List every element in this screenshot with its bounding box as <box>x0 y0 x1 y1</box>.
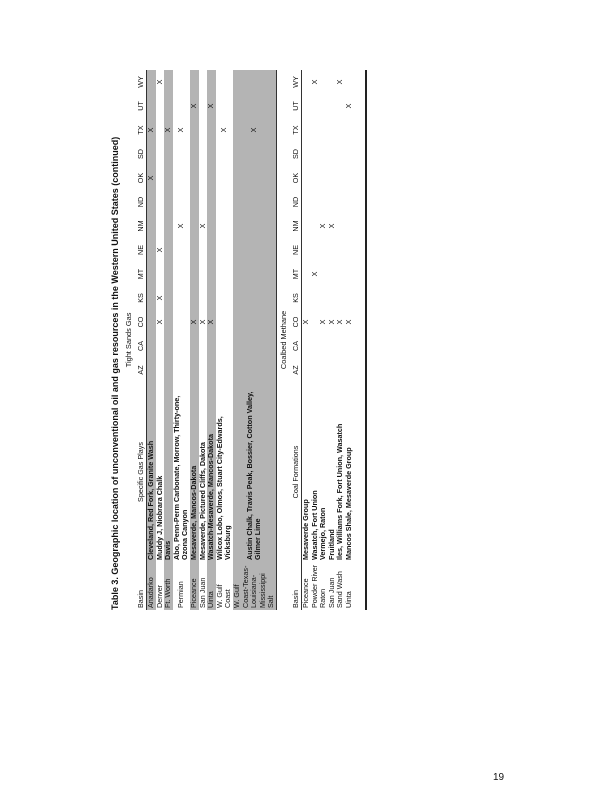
state-mark-cell <box>345 142 354 166</box>
state-mark-cell <box>207 238 216 262</box>
section-title: Tight Sands Gas <box>123 312 133 368</box>
page-number: 19 <box>493 772 505 783</box>
state-mark-cell <box>199 358 208 382</box>
state-mark-cell: X <box>318 319 328 325</box>
state-mark-cell <box>199 334 208 358</box>
state-mark-cell <box>233 358 276 382</box>
state-mark-cell <box>199 70 208 94</box>
state-header-co: CO <box>136 310 147 334</box>
plays-cell: Mancos Shale, Mesaverde Group <box>343 447 353 560</box>
state-header-mt: MT <box>136 262 147 286</box>
state-mark-cell <box>199 286 208 310</box>
state-mark-cell <box>345 334 354 358</box>
state-mark-cell <box>207 214 216 238</box>
state-header-wy: WY <box>136 70 147 94</box>
state-mark-cell: X <box>197 223 207 229</box>
resources-table <box>122 70 353 610</box>
state-mark-cell <box>207 166 216 190</box>
state-header-az: AZ <box>291 358 302 382</box>
state-mark-cell <box>311 94 320 118</box>
state-mark-cell <box>233 214 276 238</box>
state-mark-cell <box>233 190 276 214</box>
state-header-ut: UT <box>291 94 302 118</box>
bottom-rule <box>365 70 367 610</box>
state-mark-cell <box>190 334 199 358</box>
state-header-nm: NM <box>136 214 147 238</box>
rotated-table-page <box>108 70 500 610</box>
coalbed-section <box>276 70 353 610</box>
table-row <box>345 70 354 610</box>
tight_sands-column-header-row <box>136 70 147 610</box>
state-mark-cell <box>336 166 345 190</box>
state-mark-cell <box>336 118 345 142</box>
state-mark-cell <box>345 238 354 262</box>
plays-cell: Iles, Williams Fork, Fort Union, Wasatch <box>335 423 345 560</box>
plays-cell: Abo, Penn-Perm Carbonate, Morrow, Thirty-one, Ozona Canyon <box>171 395 190 560</box>
state-mark-cell <box>164 166 173 190</box>
state-mark-cell <box>311 118 320 142</box>
state-mark-cell <box>301 238 310 262</box>
state-header-ok: OK <box>136 166 147 190</box>
state-header-nm: NM <box>291 214 302 238</box>
state-mark-cell <box>233 310 276 334</box>
state-mark-cell <box>216 334 233 358</box>
plays-cell: Mesaverde Group <box>300 499 310 560</box>
state-mark-cell <box>311 238 320 262</box>
state-mark-cell <box>311 286 320 310</box>
state-mark-cell <box>147 190 156 214</box>
state-mark-cell <box>164 334 173 358</box>
state-mark-cell <box>164 286 173 310</box>
state-mark-cell <box>216 286 233 310</box>
basin-cell: Anadarko <box>147 562 156 610</box>
state-mark-cell <box>319 286 328 310</box>
state-mark-cell <box>199 238 208 262</box>
state-mark-cell <box>336 358 345 382</box>
plays-header: Coal Formations <box>291 382 302 562</box>
state-mark-cell: X <box>219 127 229 133</box>
table-row <box>233 70 276 610</box>
state-mark-cell: X <box>300 319 310 325</box>
state-mark-cell <box>328 166 337 190</box>
state-mark-cell <box>319 262 328 286</box>
state-mark-cell <box>301 358 310 382</box>
state-mark-cell <box>328 142 337 166</box>
state-mark-cell <box>233 142 276 166</box>
state-mark-cell <box>199 262 208 286</box>
state-mark-cell <box>190 358 199 382</box>
plays-cell: Davis <box>164 382 173 562</box>
state-mark-cell <box>147 142 156 166</box>
table-row <box>216 70 233 610</box>
state-mark-cell <box>216 94 233 118</box>
state-mark-cell <box>345 70 354 94</box>
state-mark-cell <box>233 334 276 358</box>
table-caption-text: Table 3. Geographic location of unconventional oil and gas resources in the Western United States (continued) <box>110 136 120 610</box>
state-header-tx: TX <box>291 118 302 142</box>
state-mark-cell <box>216 166 233 190</box>
basin-cell: Sand Wash <box>335 571 345 608</box>
state-mark-cell <box>319 190 328 214</box>
state-mark-cell <box>207 286 216 310</box>
plays-cell: Vermejo, Raton <box>318 507 328 560</box>
state-mark-cell <box>156 94 165 118</box>
state-mark-cell <box>216 190 233 214</box>
state-mark-cell <box>319 238 328 262</box>
state-mark-cell: X <box>147 118 156 142</box>
state-header-sd: SD <box>136 142 147 166</box>
state-mark-cell <box>173 310 190 334</box>
state-mark-cell: X <box>335 319 345 325</box>
state-mark-cell: X <box>147 166 156 190</box>
basin-header: Basin <box>291 562 302 610</box>
state-mark-cell <box>336 262 345 286</box>
state-mark-cell <box>328 286 337 310</box>
state-mark-cell <box>311 334 320 358</box>
state-mark-cell <box>301 334 310 358</box>
state-mark-cell: X <box>343 103 353 109</box>
state-mark-cell: X <box>154 79 164 85</box>
state-mark-cell <box>190 70 199 94</box>
plays-cell: Mesaverde, Mancos-Dakota <box>190 382 199 562</box>
state-mark-cell <box>147 94 156 118</box>
state-mark-cell <box>207 190 216 214</box>
state-mark-cell <box>207 142 216 166</box>
state-mark-cell <box>233 286 276 310</box>
state-mark-cell <box>199 118 208 142</box>
state-mark-cell <box>233 238 276 262</box>
state-header-co: CO <box>291 310 302 334</box>
state-mark-cell <box>164 142 173 166</box>
state-mark-cell: X <box>326 223 336 229</box>
basin-cell: W. Gulf Coast-Texas-Louisiana-Mississippi Salt <box>233 562 276 610</box>
state-mark-cell <box>233 262 276 286</box>
basin-cell: San Juan <box>197 577 207 608</box>
state-mark-cell <box>345 262 354 286</box>
state-mark-cell <box>164 310 173 334</box>
state-mark-cell <box>173 94 190 118</box>
state-mark-cell <box>345 118 354 142</box>
coalbed-column-header-row <box>291 70 302 610</box>
state-mark-cell <box>233 166 276 190</box>
state-header-ca: CA <box>136 334 147 358</box>
state-mark-cell <box>336 190 345 214</box>
state-mark-cell <box>216 70 233 94</box>
basin-cell: Permian <box>176 581 186 608</box>
state-mark-cell: X <box>207 94 216 118</box>
state-mark-cell <box>345 166 354 190</box>
state-mark-cell <box>319 118 328 142</box>
state-mark-cell <box>336 238 345 262</box>
state-mark-cell <box>301 166 310 190</box>
state-mark-cell <box>216 358 233 382</box>
state-mark-cell <box>216 142 233 166</box>
state-mark-cell <box>301 142 310 166</box>
state-mark-cell <box>164 190 173 214</box>
plays-cell: Wasatch-Mesaverde, Mancos-Dakota <box>207 382 216 562</box>
state-header-az: AZ <box>136 358 147 382</box>
basin-cell: San Juan <box>326 577 336 608</box>
state-mark-cell: X <box>190 310 199 334</box>
basin-cell: Raton <box>318 588 328 608</box>
state-mark-cell <box>156 334 165 358</box>
state-header-ne: NE <box>291 238 302 262</box>
state-mark-cell <box>319 166 328 190</box>
state-mark-cell <box>173 166 190 190</box>
state-mark-cell <box>199 190 208 214</box>
state-header-ok: OK <box>291 166 302 190</box>
plays-cell: Austin Chalk, Travis Peak, Bossier, Cotton Valley, Gilmer Lime <box>233 382 276 562</box>
state-mark-cell: X <box>309 271 319 277</box>
state-mark-cell: X <box>207 310 216 334</box>
state-mark-cell <box>173 238 190 262</box>
basin-cell: Powder River <box>309 564 319 608</box>
state-mark-cell <box>190 190 199 214</box>
state-mark-cell <box>328 358 337 382</box>
state-mark-cell <box>311 190 320 214</box>
state-mark-cell <box>173 286 190 310</box>
plays-cell: Muddy J, Niobrara Chalk <box>154 475 164 560</box>
state-mark-cell: X <box>176 223 186 229</box>
state-mark-cell <box>216 214 233 238</box>
state-mark-cell: X <box>335 79 345 85</box>
state-mark-cell <box>147 214 156 238</box>
state-mark-cell <box>301 94 310 118</box>
state-header-ks: KS <box>136 286 147 310</box>
plays-cell: Wasatch, Fort Union <box>309 490 319 560</box>
state-mark-cell <box>190 262 199 286</box>
state-mark-cell <box>173 142 190 166</box>
state-mark-cell <box>345 190 354 214</box>
state-mark-cell <box>190 142 199 166</box>
state-mark-cell <box>207 118 216 142</box>
state-mark-cell <box>319 70 328 94</box>
table-row <box>173 70 190 610</box>
state-mark-cell <box>190 238 199 262</box>
state-mark-cell <box>233 70 276 94</box>
state-mark-cell: X <box>197 319 207 325</box>
state-mark-cell <box>207 334 216 358</box>
tight-sands-section <box>122 70 276 610</box>
state-mark-cell <box>164 358 173 382</box>
state-mark-cell <box>173 190 190 214</box>
state-header-ca: CA <box>291 334 302 358</box>
state-mark-cell <box>328 118 337 142</box>
state-mark-cell: X <box>164 118 173 142</box>
section-title: Coalbed Methane <box>276 70 291 610</box>
basin-cell: Ft. Worth <box>164 562 173 610</box>
state-mark-cell <box>164 214 173 238</box>
state-mark-cell <box>301 286 310 310</box>
state-mark-cell <box>328 190 337 214</box>
state-mark-cell <box>216 238 233 262</box>
state-mark-cell <box>345 286 354 310</box>
state-mark-cell <box>156 262 165 286</box>
state-mark-cell <box>147 334 156 358</box>
state-mark-cell: X <box>154 247 164 253</box>
state-header-nd: ND <box>136 190 147 214</box>
state-mark-cell <box>207 262 216 286</box>
basin-cell: W. Gulf Coast <box>214 584 233 608</box>
state-mark-cell <box>147 358 156 382</box>
state-mark-cell <box>336 142 345 166</box>
state-mark-cell <box>319 358 328 382</box>
state-mark-cell <box>336 286 345 310</box>
table-row <box>156 70 165 610</box>
coalbed-title-row <box>276 70 291 610</box>
state-mark-cell <box>328 238 337 262</box>
state-mark-cell <box>319 334 328 358</box>
state-mark-cell <box>190 118 199 142</box>
plays-cell: Cleveland, Red Fork, Granite Wash <box>147 382 156 562</box>
state-mark-cell: X <box>309 79 319 85</box>
state-mark-cell <box>216 310 233 334</box>
plays-header: Specific Gas Plays <box>136 382 147 562</box>
state-mark-cell <box>207 358 216 382</box>
state-mark-cell <box>173 262 190 286</box>
state-mark-cell: X <box>154 295 164 301</box>
basin-cell: Denver <box>154 584 164 608</box>
state-mark-cell <box>328 94 337 118</box>
state-mark-cell <box>216 262 233 286</box>
basin-cell: Piceance <box>190 562 199 610</box>
state-header-tx: TX <box>136 118 147 142</box>
state-mark-cell <box>301 190 310 214</box>
state-mark-cell <box>301 214 310 238</box>
state-mark-cell: X <box>176 127 186 133</box>
state-mark-cell: X <box>343 319 353 325</box>
state-header-ks: KS <box>291 286 302 310</box>
state-mark-cell <box>164 262 173 286</box>
state-mark-cell <box>190 166 199 190</box>
state-mark-cell <box>164 94 173 118</box>
state-mark-cell <box>345 214 354 238</box>
state-header-mt: MT <box>291 262 302 286</box>
state-mark-cell <box>164 238 173 262</box>
state-mark-cell <box>156 358 165 382</box>
state-mark-cell <box>336 334 345 358</box>
state-mark-cell: X <box>326 319 336 325</box>
state-mark-cell <box>199 166 208 190</box>
state-mark-cell <box>173 334 190 358</box>
tight_sands-title-row <box>122 70 136 610</box>
basin-header: Basin <box>136 562 147 610</box>
state-mark-cell <box>319 142 328 166</box>
state-header-nd: ND <box>291 190 302 214</box>
state-mark-cell <box>345 358 354 382</box>
plays-cell: Fruitland <box>326 529 336 560</box>
state-mark-cell: X <box>318 223 328 229</box>
state-mark-cell <box>207 70 216 94</box>
state-mark-cell <box>319 94 328 118</box>
plays-cell: Wilcox Lobo, Olmos, Stuart City-Edwards, Vicksburg <box>214 416 233 560</box>
state-mark-cell <box>328 334 337 358</box>
state-mark-cell <box>311 142 320 166</box>
state-header-ut: UT <box>136 94 147 118</box>
state-mark-cell <box>173 358 190 382</box>
state-mark-cell: X <box>233 118 276 142</box>
state-mark-cell <box>336 214 345 238</box>
basin-cell: Piceance <box>300 578 310 608</box>
table-caption <box>108 70 122 610</box>
basin-cell: Uinta <box>207 562 216 610</box>
state-header-wy: WY <box>291 70 302 94</box>
state-mark-cell <box>199 142 208 166</box>
state-mark-cell <box>301 118 310 142</box>
plays-cell: Mesaverde, Pictured Cliffs, Dakota <box>197 442 207 560</box>
state-header-ne: NE <box>136 238 147 262</box>
state-mark-cell <box>173 70 190 94</box>
state-mark-cell <box>190 286 199 310</box>
state-mark-cell <box>156 166 165 190</box>
state-header-sd: SD <box>291 142 302 166</box>
state-mark-cell <box>156 190 165 214</box>
state-mark-cell: X <box>190 94 199 118</box>
state-mark-cell <box>233 94 276 118</box>
state-mark-cell <box>311 166 320 190</box>
basin-cell: Uinta <box>343 591 353 608</box>
state-mark-cell <box>156 214 165 238</box>
state-mark-cell <box>147 262 156 286</box>
state-mark-cell <box>164 70 173 94</box>
state-mark-cell <box>156 142 165 166</box>
state-mark-cell <box>328 262 337 286</box>
state-mark-cell: X <box>154 319 164 325</box>
state-mark-cell <box>311 358 320 382</box>
